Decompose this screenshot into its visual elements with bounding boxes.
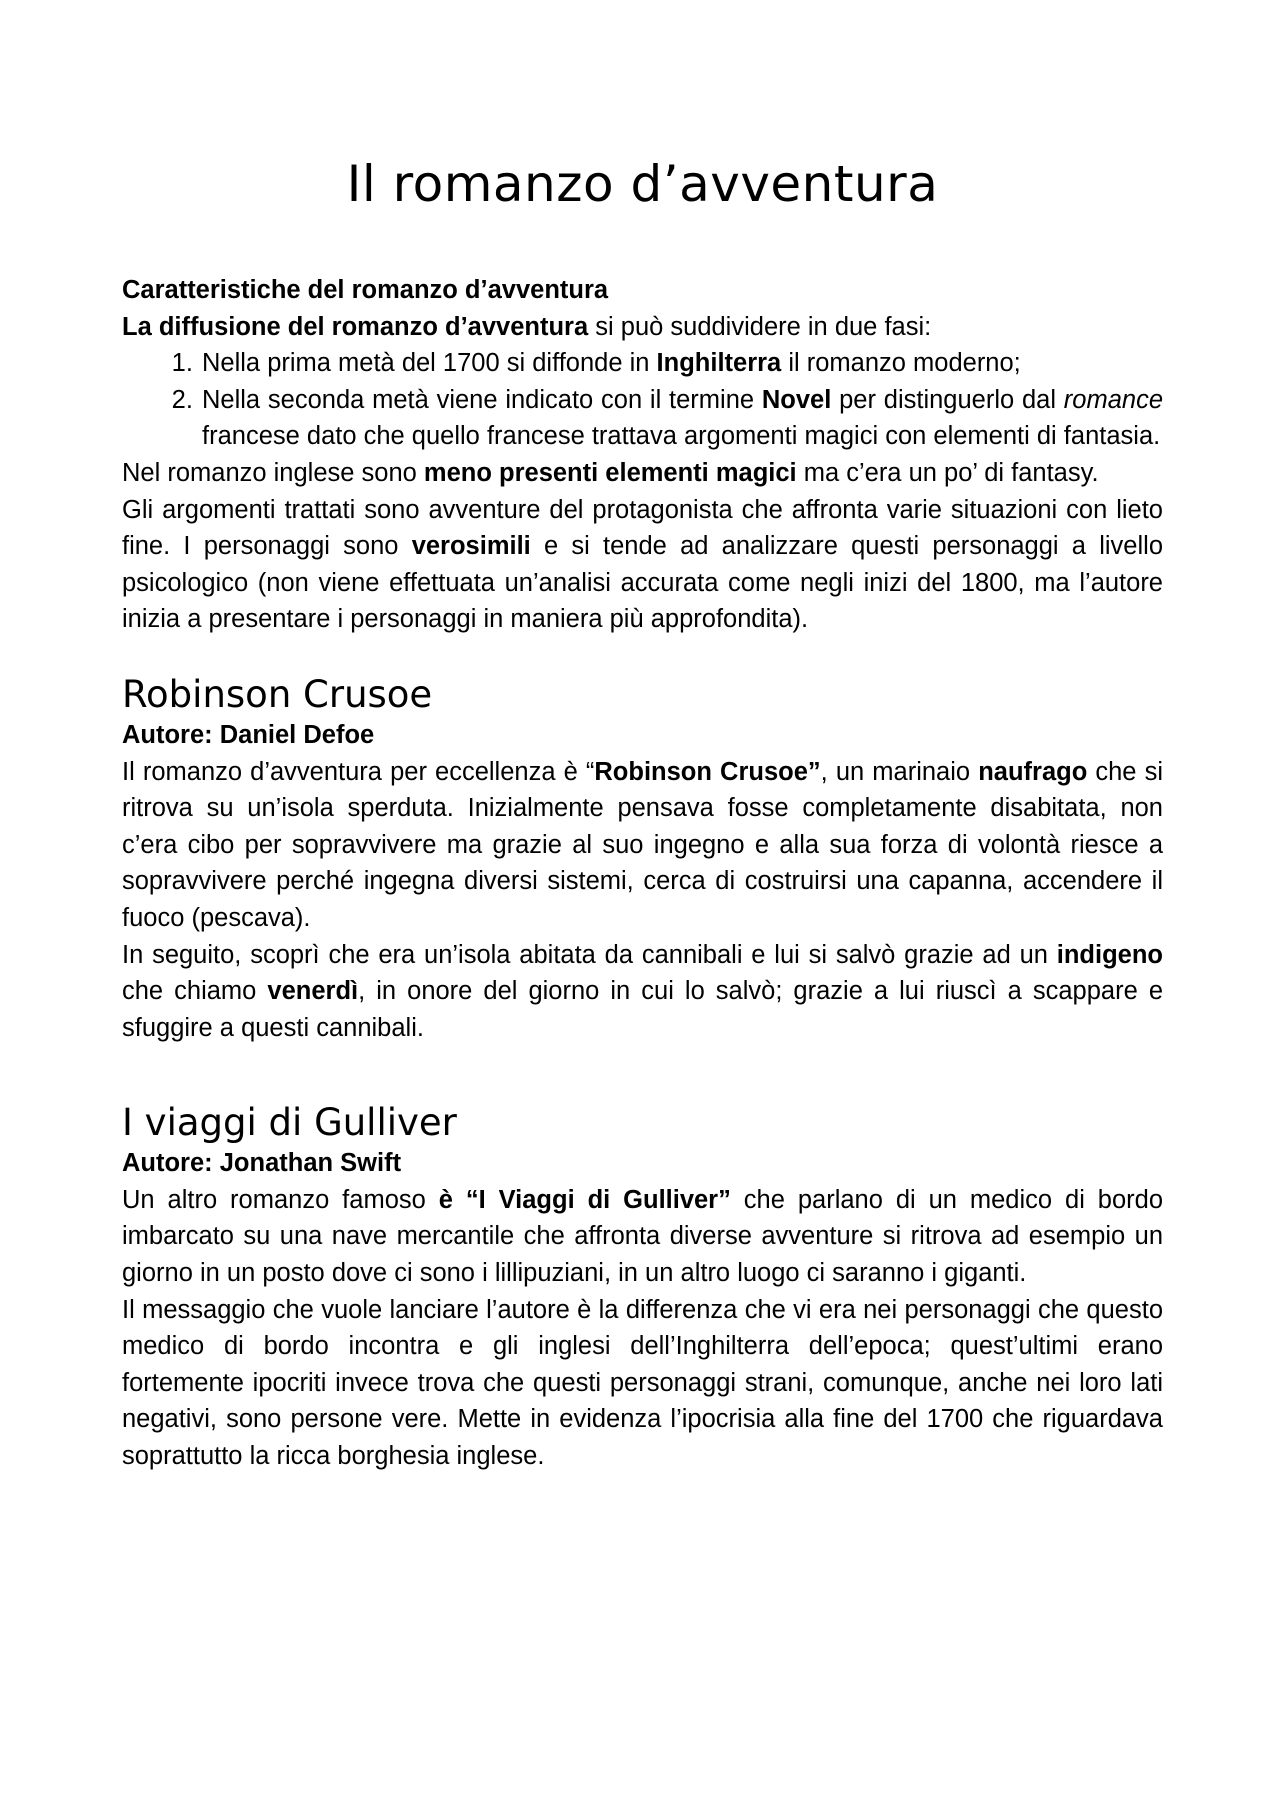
gulliver-author: Autore: Jonathan Swift: [122, 1149, 402, 1178]
diffusion-paragraph: [122, 309, 1163, 346]
list-item: [200, 345, 1163, 382]
heading-gulliver: I viaggi di Gulliver: [122, 1101, 457, 1145]
paragraph-text: che parlano di un medico di bordo imbarcato su una nave mercantile che affronta diverse avventure si ritrova ad esempio un giorno in un posto dove ci sono i lillipuziani, in un altro luogo ci saranno i giganti.: [122, 1185, 1163, 1288]
list-item-bold: Inghilterra: [656, 349, 782, 378]
paragraph-text: In seguito, scoprì che era un’isola abitata da cannibali e lui si salvò grazie ad un: [122, 940, 1057, 969]
list-item-italic: romance: [1063, 385, 1164, 414]
paragraph-bold: venerdì: [267, 977, 359, 1006]
body-paragraph: [122, 754, 1163, 937]
paragraph-text: Un altro romanzo famoso: [122, 1185, 439, 1214]
list-item-text: Nella prima metà del 1700 si diffonde in: [202, 349, 657, 378]
list-item-text: per distinguerlo dal: [831, 385, 1064, 414]
body-paragraph: [122, 937, 1163, 1047]
paragraph-bold: è “I Viaggi di Gulliver”: [438, 1185, 731, 1214]
list-item-text: il romanzo moderno;: [781, 349, 1021, 378]
paragraph-text: , un marinaio: [820, 757, 979, 786]
paragraph-bold: naufrago: [978, 757, 1088, 786]
diffusion-bold: La diffusione del romanzo d’avventura: [122, 312, 589, 341]
list-item-text: Nella seconda metà viene indicato con il termine: [202, 385, 762, 414]
body-paragraph: [122, 455, 1163, 492]
document-title: Il romanzo d’avventura: [346, 155, 939, 213]
paragraph-text: e si tende ad analizzare questi personaggi a livello psicologico (non viene effettuata un’analisi accurata come negli inizi del 1800, ma l’autore inizia a presentare i personaggi in maniera più approfondita).: [122, 532, 1163, 634]
heading-robinson-crusoe: Robinson Crusoe: [122, 672, 433, 716]
phases-list: [122, 345, 1163, 455]
section-characteristics: [122, 272, 1163, 638]
diffusion-text: si può suddividere in due fasi:: [588, 312, 932, 341]
paragraph-text: che si ritrova su un’isola sperduta. Inizialmente pensava fosse completamente disabitata, non c’era cibo per sopravvivere ma grazie al suo ingegno e alla sua forza di volontà riesce a sopravvivere perché ingegna diversi sistemi, cerca di costruirsi una capanna, accendere il fuoco (pescava).: [122, 757, 1163, 932]
paragraph-text: che chiamo: [122, 977, 268, 1006]
list-item: [200, 382, 1163, 455]
section-subheading: Caratteristiche del romanzo d’avventura: [122, 276, 609, 304]
list-item-bold: Novel: [761, 385, 832, 414]
paragraph-text: ma c’era un po’ di fantasy.: [796, 458, 1099, 487]
paragraph-text: Il romanzo d’avventura per eccellenza è “: [122, 757, 595, 786]
document-page: [122, 0, 1163, 1475]
paragraph-text: Nel romanzo inglese sono: [122, 458, 424, 487]
paragraph-bold: indigeno: [1056, 940, 1163, 969]
body-paragraph: [122, 492, 1163, 638]
list-item-text: francese dato che quello francese trattava argomenti magici con elementi di fantasia.: [202, 422, 1161, 451]
paragraph-text: Gli argomenti trattati sono avventure del protagonista che affronta varie situazioni con lieto fine. I personaggi sono: [122, 495, 1163, 561]
paragraph-text: , in onore del giorno in cui lo salvò; grazie a lui riuscì a scappare e sfuggire a questi cannibali.: [122, 977, 1163, 1042]
paragraph-bold: meno presenti elementi magici: [423, 458, 797, 487]
body-paragraph: Il messaggio che vuole lanciare l’autore è la differenza che vi era nei personaggi che questo medico di bordo incontra e gli inglesi dell’Inghilterra dell’epoca; quest’ultimi erano fortemente ipocriti invece trova che questi personaggi strani, comunque, anche nei loro lati negativi, sono persone vere. Mette in evidenza l’ipocrisia alla fine del 1700 che riguardava soprattutto la ricca borghesia inglese.: [122, 1295, 1163, 1471]
robinson-author: Autore: Daniel Defoe: [122, 720, 375, 749]
paragraph-bold: verosimili: [411, 532, 531, 561]
body-paragraph: [122, 1182, 1163, 1292]
paragraph-bold: Robinson Crusoe”: [594, 757, 821, 786]
